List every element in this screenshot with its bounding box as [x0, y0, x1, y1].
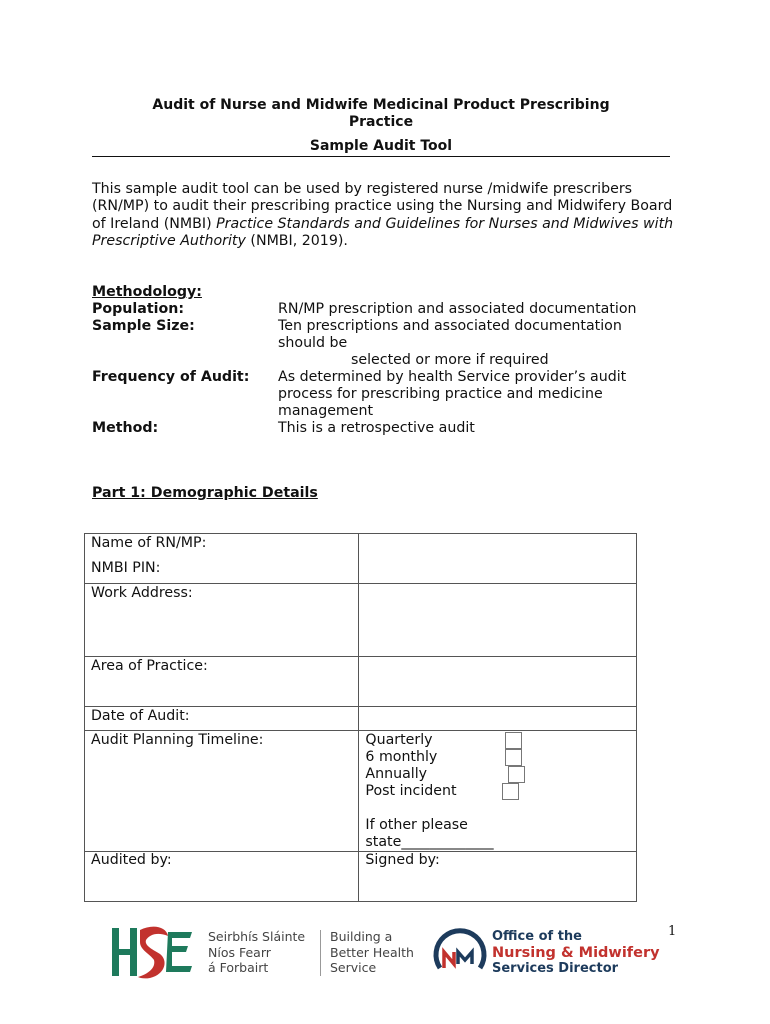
nm-logo: [430, 924, 490, 980]
intro-text-2: (NMBI, 2019).: [245, 233, 348, 250]
address-label-cell: [85, 584, 359, 657]
annually-checkbox[interactable]: [508, 766, 525, 783]
name-pin-input-cell[interactable]: [359, 534, 637, 584]
sample-size-label: Sample Size:: [92, 318, 195, 334]
page-number: 1: [668, 924, 677, 939]
hse-english-tagline: [330, 929, 414, 976]
area-label-cell: [85, 657, 359, 707]
methodology-heading: Methodology:: [92, 284, 202, 300]
table-row: [85, 731, 637, 852]
other-label: If other please: [365, 817, 468, 833]
intro-italic-title: Practice Standards and Guidelines for Nurses and Midwives with Prescriptive Authority: [92, 215, 674, 250]
frequency-value-2: process for prescribing practice and medicine: [278, 386, 603, 402]
table-row: [85, 657, 637, 707]
nm-line-2: Nursing & Midwifery: [492, 945, 660, 961]
intro-text-1: This sample audit tool can be used by registered nurse /midwife prescribers (RN/MP) to audit their prescribing practice using the Nursing and Midwifery Board of Ireland (NMBI): [92, 181, 673, 232]
nm-office-text: [492, 929, 660, 977]
title-line-1: Audit of Nurse and Midwife Medicinal Product Prescribing: [152, 97, 610, 113]
option-quarterly: Quarterly: [365, 732, 433, 748]
nm-line-1: Office of the: [492, 929, 582, 944]
intro-paragraph: [92, 181, 682, 251]
frequency-label: Frequency of Audit:: [92, 369, 250, 385]
pin-label: NMBI PIN:: [91, 560, 161, 576]
method-label: Method:: [92, 420, 159, 436]
option-annually: Annually: [365, 766, 428, 782]
table-row: [85, 584, 637, 657]
document-subtitle: Sample Audit Tool: [309, 138, 453, 154]
area-input-cell[interactable]: [359, 657, 637, 707]
date-label-cell: [85, 707, 359, 731]
signed-by-cell[interactable]: [359, 852, 637, 902]
part1-heading: Part 1: Demographic Details: [92, 485, 318, 501]
name-pin-label-cell: [85, 534, 359, 584]
name-label: Name of RN/MP:: [91, 535, 207, 551]
table-row: [85, 534, 637, 584]
quarterly-checkbox[interactable]: [505, 732, 522, 749]
hse-line-5: Better Health: [330, 944, 414, 960]
sample-size-value-2: should be: [278, 335, 348, 351]
hse-line-6: Service: [330, 960, 377, 975]
signed-by-label: Signed by:: [365, 852, 440, 868]
table-row: [85, 852, 637, 902]
state-field: state_____________: [365, 834, 494, 850]
hse-line-4: Building a: [330, 929, 393, 944]
option-6-monthly: 6 monthly: [365, 749, 438, 765]
title-divider: [92, 156, 670, 157]
hse-line-3: á Forbairt: [208, 960, 269, 975]
audited-by-label-cell: [85, 852, 359, 902]
audited-by-label: Audited by:: [91, 852, 172, 868]
title-line-2: Practice: [348, 114, 414, 130]
post-incident-checkbox[interactable]: [502, 783, 519, 800]
method-value: This is a retrospective audit: [278, 420, 475, 436]
address-label: Work Address:: [91, 585, 193, 601]
nm-logo-icon: [430, 924, 490, 980]
hse-logo: [110, 922, 195, 982]
nm-line-3: Services Director: [492, 961, 619, 976]
timeline-label: Audit Planning Timeline:: [91, 732, 264, 748]
timeline-label-cell: [85, 731, 359, 852]
frequency-value-1: As determined by health Service provider’s audit: [278, 369, 627, 385]
timeline-options-cell: [359, 731, 637, 852]
table-row: [85, 707, 637, 731]
hse-line-1: Seirbhís Sláinte: [208, 929, 306, 944]
6-monthly-checkbox[interactable]: [505, 749, 522, 766]
population-label: Population:: [92, 301, 185, 317]
hse-line-2: Níos Fearr: [208, 944, 271, 960]
option-post-incident: Post incident: [365, 783, 457, 799]
sample-size-value-3: selected or more if required: [351, 352, 549, 368]
demographic-table: [84, 533, 637, 902]
hse-irish-tagline: [208, 929, 305, 976]
sample-size-value-1: Ten prescriptions and associated documentation: [278, 318, 622, 334]
date-label: Date of Audit:: [91, 708, 190, 724]
hse-logo-icon: [110, 922, 195, 982]
address-input-cell[interactable]: [359, 584, 637, 657]
footer-divider: [320, 930, 321, 976]
document-title: [92, 97, 670, 131]
date-input-cell[interactable]: [359, 707, 637, 731]
population-value: RN/MP prescription and associated documentation: [278, 301, 637, 317]
frequency-value-3: management: [278, 403, 374, 419]
area-label: Area of Practice:: [91, 658, 208, 674]
